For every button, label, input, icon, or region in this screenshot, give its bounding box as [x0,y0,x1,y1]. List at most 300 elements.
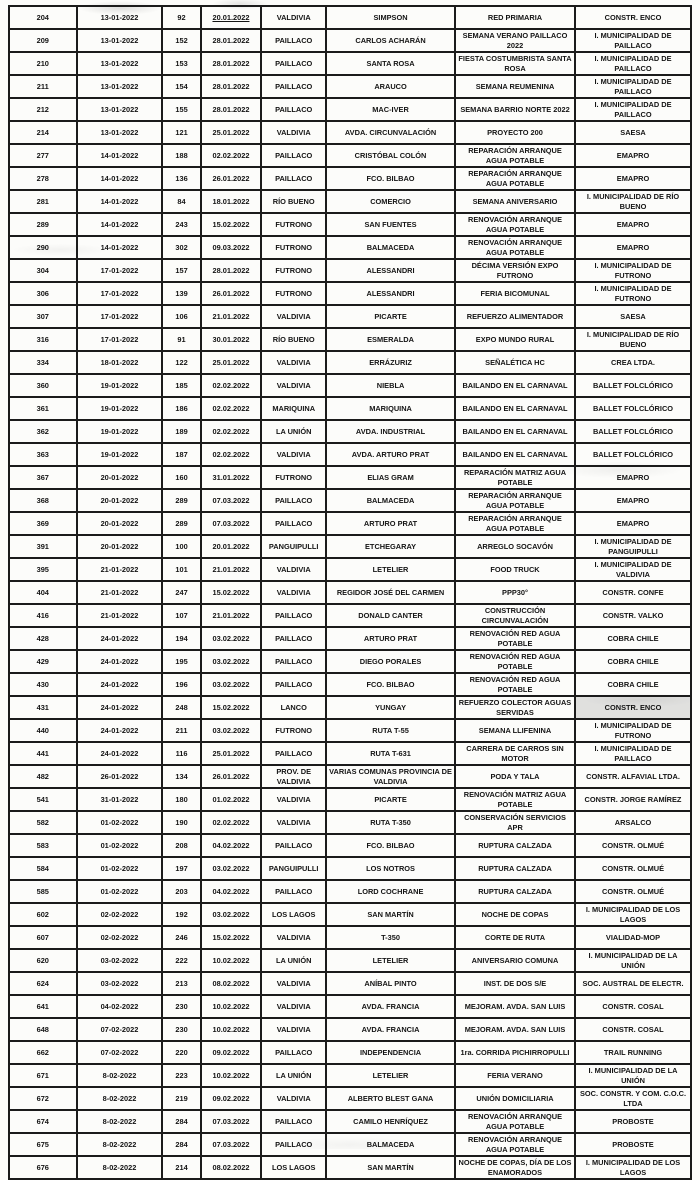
event-description-cell: RENOVACIÓN ARRANQUE AGUA POTABLE [455,236,575,259]
request-date-cell: 14-01-2022 [77,236,163,259]
permit-number-cell: 662 [9,1041,77,1064]
resolution-date-cell: 15.02.2022 [201,926,262,949]
permit-number-cell: 602 [9,903,77,926]
permit-number-cell: 204 [9,6,77,29]
request-date-cell: 24-01-2022 [77,650,163,673]
event-description-cell: EXPO MUNDO RURAL [455,328,575,351]
resolution-number-cell: 134 [162,765,200,788]
event-description-cell: SEMANA REUMENINA [455,75,575,98]
request-date-cell: 21-01-2022 [77,604,163,627]
resolution-number-cell: 197 [162,857,200,880]
permit-register-table [8,5,692,1180]
event-description-cell: SEMANA BARRIO NORTE 2022 [455,98,575,121]
permit-number-cell: 362 [9,420,77,443]
permit-number-cell: 210 [9,52,77,75]
organization-cell: CONSTR. JORGE RAMÍREZ [575,788,691,811]
commune-cell: VALDIVIA [261,443,326,466]
commune-cell: PAILLACO [261,673,326,696]
organization-cell: CONSTR. OLMUÉ [575,834,691,857]
organization-cell: CONSTR. OLMUÉ [575,880,691,903]
commune-cell: PAILLACO [261,880,326,903]
event-description-cell: RED PRIMARIA [455,6,575,29]
table-row [9,512,691,535]
organization-cell: TRAIL RUNNING [575,1041,691,1064]
commune-cell: PAILLACO [261,75,326,98]
commune-cell: FUTRONO [261,236,326,259]
organization-cell: EMAPRO [575,213,691,236]
request-date-cell: 8-02-2022 [77,1110,163,1133]
request-date-cell: 01-02-2022 [77,834,163,857]
request-date-cell: 17-01-2022 [77,282,163,305]
table-row [9,627,691,650]
organization-cell: I. MUNICIPALIDAD DE PAILLACO [575,742,691,765]
permit-number-cell: 641 [9,995,77,1018]
resolution-date-cell: 21.01.2022 [201,305,262,328]
organization-cell: EMAPRO [575,512,691,535]
resolution-date-cell: 28.01.2022 [201,29,262,52]
permit-number-cell: 391 [9,535,77,558]
organization-cell: I. MUNICIPALIDAD DE LOS LAGOS [575,1156,691,1179]
table-row [9,305,691,328]
table-row [9,811,691,834]
event-description-cell: RENOVACIÓN ARRANQUE AGUA POTABLE [455,1133,575,1156]
event-description-cell: RENOVACIÓN MATRIZ AGUA POTABLE [455,788,575,811]
street-cell: SIMPSON [326,6,455,29]
event-description-cell: INST. DE DOS S/E [455,972,575,995]
commune-cell: PAILLACO [261,1133,326,1156]
resolution-number-cell: 91 [162,328,200,351]
permit-number-cell: 367 [9,466,77,489]
request-date-cell: 8-02-2022 [77,1133,163,1156]
resolution-date-cell: 10.02.2022 [201,1018,262,1041]
event-description-cell: RUPTURA CALZADA [455,880,575,903]
street-cell: BALMACEDA [326,489,455,512]
request-date-cell: 21-01-2022 [77,558,163,581]
resolution-number-cell: 187 [162,443,200,466]
resolution-number-cell: 230 [162,1018,200,1041]
resolution-number-cell: 211 [162,719,200,742]
resolution-date-cell: 07.03.2022 [201,489,262,512]
event-description-cell: ARREGLO SOCAVÓN [455,535,575,558]
resolution-date-cell: 28.01.2022 [201,52,262,75]
table-row [9,788,691,811]
resolution-number-cell: 121 [162,121,200,144]
event-description-cell: ANIVERSARIO COMUNA [455,949,575,972]
commune-cell: VALDIVIA [261,374,326,397]
organization-cell: I. MUNICIPALIDAD DE PAILLACO [575,75,691,98]
request-date-cell: 14-01-2022 [77,144,163,167]
resolution-date-cell: 28.01.2022 [201,259,262,282]
request-date-cell: 18-01-2022 [77,351,163,374]
resolution-date-cell: 07.03.2022 [201,1110,262,1133]
request-date-cell: 14-01-2022 [77,213,163,236]
resolution-number-cell: 154 [162,75,200,98]
street-cell: T-350 [326,926,455,949]
event-description-cell: CORTE DE RUTA [455,926,575,949]
commune-cell: VALDIVIA [261,788,326,811]
resolution-number-cell: 139 [162,282,200,305]
street-cell: ETCHEGARAY [326,535,455,558]
organization-cell: CONSTR. ALFAVIAL LTDA. [575,765,691,788]
resolution-date-cell: 02.02.2022 [201,443,262,466]
request-date-cell: 19-01-2022 [77,443,163,466]
commune-cell: VALDIVIA [261,121,326,144]
organization-cell: CONSTR. OLMUÉ [575,857,691,880]
event-description-cell: BAILANDO EN EL CARNAVAL [455,443,575,466]
resolution-number-cell: 155 [162,98,200,121]
event-description-cell: REPARACIÓN ARRANQUE AGUA POTABLE [455,167,575,190]
resolution-date-cell: 04.02.2022 [201,880,262,903]
organization-cell: ARSALCO [575,811,691,834]
resolution-date-cell: 08.02.2022 [201,972,262,995]
request-date-cell: 13-01-2022 [77,29,163,52]
organization-cell: I. MUNICIPALIDAD DE FUTRONO [575,282,691,305]
street-cell: LETELIER [326,1064,455,1087]
resolution-number-cell: 84 [162,190,200,213]
resolution-date-cell: 20.01.2022 [201,6,262,29]
commune-cell: PAILLACO [261,650,326,673]
resolution-number-cell: 116 [162,742,200,765]
permit-number-cell: 278 [9,167,77,190]
commune-cell: VALDIVIA [261,926,326,949]
commune-cell: PROV. DE VALDIVIA [261,765,326,788]
commune-cell: PAILLACO [261,512,326,535]
commune-cell: FUTRONO [261,213,326,236]
organization-cell: SOC. CONSTR. Y COM. C.O.C. LTDA [575,1087,691,1110]
commune-cell: PAILLACO [261,1041,326,1064]
table-row [9,535,691,558]
permit-number-cell: 676 [9,1156,77,1179]
organization-cell: I. MUNICIPALIDAD DE FUTRONO [575,259,691,282]
resolution-number-cell: 192 [162,903,200,926]
table-row [9,489,691,512]
resolution-date-cell: 02.02.2022 [201,397,262,420]
event-description-cell: MEJORAM. AVDA. SAN LUIS [455,995,575,1018]
resolution-date-cell: 03.02.2022 [201,857,262,880]
table-row [9,167,691,190]
request-date-cell: 8-02-2022 [77,1156,163,1179]
resolution-date-cell: 03.02.2022 [201,650,262,673]
street-cell: ALESSANDRI [326,259,455,282]
street-cell: ALBERTO BLEST GANA [326,1087,455,1110]
table-row [9,121,691,144]
permit-number-cell: 316 [9,328,77,351]
organization-cell: CONSTR. VALKO [575,604,691,627]
commune-cell: LOS LAGOS [261,903,326,926]
table-row [9,581,691,604]
resolution-number-cell: 284 [162,1133,200,1156]
resolution-number-cell: 189 [162,420,200,443]
street-cell: SAN MARTÍN [326,1156,455,1179]
resolution-number-cell: 160 [162,466,200,489]
resolution-date-cell: 15.02.2022 [201,581,262,604]
event-description-cell: SEÑALÉTICA HC [455,351,575,374]
table-row [9,98,691,121]
request-date-cell: 13-01-2022 [77,75,163,98]
resolution-number-cell: 186 [162,397,200,420]
request-date-cell: 01-02-2022 [77,811,163,834]
resolution-date-cell: 03.02.2022 [201,719,262,742]
resolution-number-cell: 152 [162,29,200,52]
table-row [9,995,691,1018]
request-date-cell: 24-01-2022 [77,719,163,742]
permit-number-cell: 209 [9,29,77,52]
request-date-cell: 24-01-2022 [77,673,163,696]
commune-cell: VALDIVIA [261,558,326,581]
table-row [9,466,691,489]
commune-cell: VALDIVIA [261,1087,326,1110]
organization-cell: CONSTR. COSAL [575,995,691,1018]
event-description-cell: BAILANDO EN EL CARNAVAL [455,420,575,443]
commune-cell: PAILLACO [261,489,326,512]
permit-number-cell: 306 [9,282,77,305]
resolution-number-cell: 107 [162,604,200,627]
street-cell: FCO. BILBAO [326,167,455,190]
permit-number-cell: 277 [9,144,77,167]
request-date-cell: 20-01-2022 [77,535,163,558]
permit-number-cell: 360 [9,374,77,397]
street-cell: VARIAS COMUNAS PROVINCIA DE VALDIVIA [326,765,455,788]
resolution-number-cell: 106 [162,305,200,328]
permit-number-cell: 416 [9,604,77,627]
organization-cell: I. MUNICIPALIDAD DE PAILLACO [575,52,691,75]
event-description-cell: REPARACIÓN ARRANQUE AGUA POTABLE [455,489,575,512]
resolution-number-cell: 190 [162,811,200,834]
commune-cell: LANCO [261,696,326,719]
resolution-date-cell: 15.02.2022 [201,213,262,236]
commune-cell: FUTRONO [261,719,326,742]
request-date-cell: 13-01-2022 [77,98,163,121]
street-cell: AVDA. ARTURO PRAT [326,443,455,466]
permit-number-cell: 674 [9,1110,77,1133]
table-row [9,52,691,75]
street-cell: MARIQUINA [326,397,455,420]
organization-cell: CONSTR. COSAL [575,1018,691,1041]
event-description-cell: SEMANA VERANO PAILLACO 2022 [455,29,575,52]
commune-cell: PAILLACO [261,144,326,167]
event-description-cell: PPP30° [455,581,575,604]
request-date-cell: 19-01-2022 [77,397,163,420]
commune-cell: PAILLACO [261,98,326,121]
resolution-date-cell: 26.01.2022 [201,167,262,190]
table-row [9,696,691,719]
event-description-cell: NOCHE DE COPAS, DÍA DE LOS ENAMORADOS [455,1156,575,1179]
organization-cell: I. MUNICIPALIDAD DE PANGUIPULLI [575,535,691,558]
table-row [9,558,691,581]
permit-number-cell: 428 [9,627,77,650]
table-row [9,765,691,788]
organization-cell: SAESA [575,121,691,144]
resolution-date-cell: 21.01.2022 [201,604,262,627]
request-date-cell: 13-01-2022 [77,121,163,144]
event-description-cell: BAILANDO EN EL CARNAVAL [455,397,575,420]
table-row [9,742,691,765]
street-cell: CRISTÓBAL COLÓN [326,144,455,167]
resolution-date-cell: 25.01.2022 [201,742,262,765]
organization-cell: I. MUNICIPALIDAD DE FUTRONO [575,719,691,742]
street-cell: LORD COCHRANE [326,880,455,903]
street-cell: ELIAS GRAM [326,466,455,489]
request-date-cell: 31-01-2022 [77,788,163,811]
request-date-cell: 21-01-2022 [77,581,163,604]
commune-cell: PAILLACO [261,1110,326,1133]
street-cell: ALESSANDRI [326,282,455,305]
event-description-cell: PROYECTO 200 [455,121,575,144]
commune-cell: PAILLACO [261,627,326,650]
table-row [9,972,691,995]
street-cell: RUTA T-350 [326,811,455,834]
resolution-number-cell: 92 [162,6,200,29]
organization-cell: CONSTR. CONFE [575,581,691,604]
permit-number-cell: 211 [9,75,77,98]
event-description-cell: FERIA VERANO [455,1064,575,1087]
permit-number-cell: 607 [9,926,77,949]
resolution-date-cell: 04.02.2022 [201,834,262,857]
permit-number-cell: 541 [9,788,77,811]
commune-cell: FUTRONO [261,282,326,305]
table-row [9,719,691,742]
event-description-cell: 1ra. CORRIDA PICHIRROPULLI [455,1041,575,1064]
street-cell: SAN MARTÍN [326,903,455,926]
street-cell: SAN FUENTES [326,213,455,236]
street-cell: FCO. BILBAO [326,673,455,696]
table-body [9,6,691,1179]
table-row [9,351,691,374]
street-cell: DIEGO PORALES [326,650,455,673]
permit-number-cell: 363 [9,443,77,466]
street-cell: COMERCIO [326,190,455,213]
street-cell: YUNGAY [326,696,455,719]
event-description-cell: RENOVACIÓN RED AGUA POTABLE [455,673,575,696]
organization-cell: SOC. AUSTRAL DE ELECTR. [575,972,691,995]
street-cell: RUTA T-55 [326,719,455,742]
street-cell: NIEBLA [326,374,455,397]
request-date-cell: 24-01-2022 [77,627,163,650]
event-description-cell: CARRERA DE CARROS SIN MOTOR [455,742,575,765]
table-row [9,397,691,420]
request-date-cell: 02-02-2022 [77,903,163,926]
resolution-date-cell: 02.02.2022 [201,811,262,834]
organization-cell: BALLET FOLCLÓRICO [575,397,691,420]
organization-cell: I. MUNICIPALIDAD DE PAILLACO [575,98,691,121]
commune-cell: VALDIVIA [261,581,326,604]
event-description-cell: PODA Y TALA [455,765,575,788]
organization-cell: I. MUNICIPALIDAD DE PAILLACO [575,29,691,52]
commune-cell: VALDIVIA [261,972,326,995]
street-cell: LOS NOTROS [326,857,455,880]
request-date-cell: 8-02-2022 [77,1087,163,1110]
permit-number-cell: 675 [9,1133,77,1156]
organization-cell: PROBOSTE [575,1110,691,1133]
resolution-date-cell: 09.02.2022 [201,1087,262,1110]
street-cell: ESMERALDA [326,328,455,351]
commune-cell: PAILLACO [261,834,326,857]
resolution-number-cell: 213 [162,972,200,995]
street-cell: PICARTE [326,788,455,811]
commune-cell: VALDIVIA [261,6,326,29]
permit-number-cell: 441 [9,742,77,765]
permit-number-cell: 429 [9,650,77,673]
street-cell: BALMACEDA [326,1133,455,1156]
permit-number-cell: 289 [9,213,77,236]
commune-cell: RÍO BUENO [261,328,326,351]
permit-number-cell: 369 [9,512,77,535]
permit-number-cell: 430 [9,673,77,696]
permit-number-cell: 361 [9,397,77,420]
request-date-cell: 8-02-2022 [77,1064,163,1087]
request-date-cell: 04-02-2022 [77,995,163,1018]
organization-cell: EMAPRO [575,167,691,190]
commune-cell: LA UNIÓN [261,420,326,443]
organization-cell: SAESA [575,305,691,328]
organization-cell: I. MUNICIPALIDAD DE VALDIVIA [575,558,691,581]
resolution-number-cell: 214 [162,1156,200,1179]
resolution-number-cell: 219 [162,1087,200,1110]
resolution-date-cell: 02.02.2022 [201,420,262,443]
table-row [9,673,691,696]
request-date-cell: 01-02-2022 [77,857,163,880]
request-date-cell: 13-01-2022 [77,52,163,75]
street-cell: ERRÁZURIZ [326,351,455,374]
organization-cell: COBRA CHILE [575,650,691,673]
resolution-date-cell: 03.02.2022 [201,903,262,926]
street-cell: CARLOS ACHARÁN [326,29,455,52]
request-date-cell: 20-01-2022 [77,489,163,512]
street-cell: ARTURO PRAT [326,627,455,650]
permit-number-cell: 440 [9,719,77,742]
organization-cell: BALLET FOLCLÓRICO [575,374,691,397]
request-date-cell: 20-01-2022 [77,512,163,535]
resolution-date-cell: 09.03.2022 [201,236,262,259]
permit-number-cell: 624 [9,972,77,995]
event-description-cell: RUPTURA CALZADA [455,857,575,880]
request-date-cell: 14-01-2022 [77,190,163,213]
resolution-date-cell: 03.02.2022 [201,627,262,650]
request-date-cell: 17-01-2022 [77,305,163,328]
request-date-cell: 14-01-2022 [77,167,163,190]
resolution-number-cell: 180 [162,788,200,811]
resolution-number-cell: 101 [162,558,200,581]
request-date-cell: 03-02-2022 [77,972,163,995]
resolution-date-cell: 25.01.2022 [201,351,262,374]
street-cell: CAMILO HENRÍQUEZ [326,1110,455,1133]
organization-cell: COBRA CHILE [575,673,691,696]
table-row [9,1018,691,1041]
table-row [9,282,691,305]
street-cell: AVDA. CIRCUNVALACIÓN [326,121,455,144]
event-description-cell: NOCHE DE COPAS [455,903,575,926]
street-cell: FCO. BILBAO [326,834,455,857]
commune-cell: FUTRONO [261,259,326,282]
commune-cell: PAILLACO [261,167,326,190]
permit-number-cell: 482 [9,765,77,788]
commune-cell: PAILLACO [261,742,326,765]
resolution-date-cell: 25.01.2022 [201,121,262,144]
permit-number-cell: 404 [9,581,77,604]
resolution-number-cell: 203 [162,880,200,903]
permit-number-cell: 214 [9,121,77,144]
event-description-cell: UNIÓN DOMICILIARIA [455,1087,575,1110]
resolution-date-cell: 07.03.2022 [201,1133,262,1156]
request-date-cell: 17-01-2022 [77,328,163,351]
permit-number-cell: 281 [9,190,77,213]
organization-cell: CONSTR. ENCO [575,6,691,29]
permit-number-cell: 307 [9,305,77,328]
table-row [9,857,691,880]
resolution-date-cell: 21.01.2022 [201,558,262,581]
resolution-number-cell: 223 [162,1064,200,1087]
resolution-date-cell: 28.01.2022 [201,98,262,121]
